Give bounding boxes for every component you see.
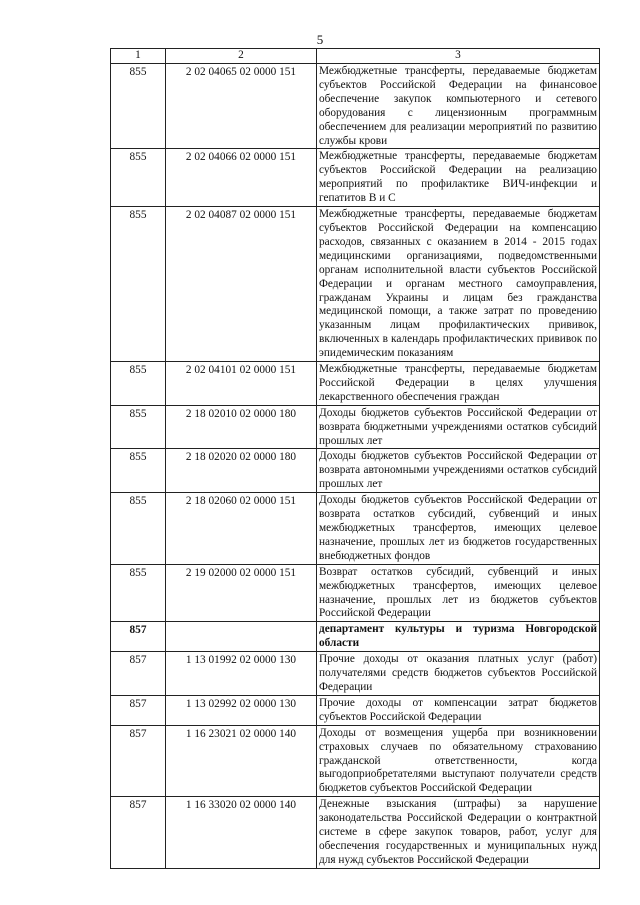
description-cell: департамент культуры и туризма Новгородской области: [317, 622, 600, 652]
description-cell: Межбюджетные трансферты, передаваемые бюджетам субъектов Российской Федерации на компенсацию расходов, связанных с оказанием в 2014 - 2015 годах медицинскими организациями, подведомственными органам исполнительной власти субъектов Российской Федерации и органам местного самоуправления, гражданам Украины и лицам без гражданства медицинской помощи, а также затрат по проведению указанным лицам профилактических прививок, включенных в календарь профилактических прививок по эпидемическим показаниям: [317, 207, 600, 362]
description-cell: Денежные взыскания (штрафы) за нарушение законодательства Российской Федерации о контрактной системе в сфере закупок товаров, работ, услуг для обеспечения государственных и муниципальных нужд для нужд субъектов Российской Федерации: [317, 797, 600, 869]
column-header: 3: [317, 49, 600, 64]
revenue-code-cell: 2 18 02060 02 0000 151: [166, 493, 317, 565]
description-cell: Прочие доходы от оказания платных услуг (работ) получателями средств бюджетов субъектов Российской Федерации: [317, 652, 600, 696]
table-row: [111, 149, 600, 207]
admin-code-cell: 857: [111, 695, 166, 725]
revenue-code-cell: 2 19 02000 02 0000 151: [166, 564, 317, 622]
table-row: [111, 64, 600, 149]
table-row: [111, 652, 600, 696]
revenue-code-cell: 2 18 02020 02 0000 180: [166, 449, 317, 493]
admin-code-cell: 855: [111, 449, 166, 493]
table-row: [111, 725, 600, 797]
column-header: 2: [166, 49, 317, 64]
column-header: 1: [111, 49, 166, 64]
table-row: [111, 797, 600, 869]
admin-code-cell: 855: [111, 149, 166, 207]
admin-code-cell: 857: [111, 622, 166, 652]
table-row: [111, 362, 600, 406]
description-cell: Межбюджетные трансферты, передаваемые бюджетам субъектов Российской Федерации на финансовое обеспечение закупок компьютерного и сетевого оборудования с лицензионным программным обеспечением для реализации мероприятий по развитию службы крови: [317, 64, 600, 149]
revenue-code-cell: 2 18 02010 02 0000 180: [166, 405, 317, 449]
description-cell: Доходы от возмещения ущерба при возникновении страховых случаев по обязательному страхованию гражданской ответственности, когда выгодоприобретателями выступают получатели средств бюджетов субъектов Российской Федерации: [317, 725, 600, 797]
revenue-code-cell: 1 13 02992 02 0000 130: [166, 695, 317, 725]
table-row: [111, 622, 600, 652]
table-row: [111, 695, 600, 725]
revenue-code-cell: [166, 622, 317, 652]
admin-code-cell: 855: [111, 64, 166, 149]
revenue-code-cell: 2 02 04101 02 0000 151: [166, 362, 317, 406]
revenue-code-cell: 1 13 01992 02 0000 130: [166, 652, 317, 696]
revenue-code-cell: 1 16 23021 02 0000 140: [166, 725, 317, 797]
table-row: [111, 449, 600, 493]
description-cell: Возврат остатков субсидий, субвенций и иных межбюджетных трансфертов, имеющих целевое назначение, прошлых лет из бюджетов субъектов Российской Федерации: [317, 564, 600, 622]
description-cell: Межбюджетные трансферты, передаваемые бюджетам субъектов Российской Федерации на реализацию мероприятий по профилактике ВИЧ-инфекции и гепатитов B и C: [317, 149, 600, 207]
description-cell: Межбюджетные трансферты, передаваемые бюджетам Российской Федерации в целях улучшения лекарственного обеспечения граждан: [317, 362, 600, 406]
admin-code-cell: 855: [111, 207, 166, 362]
description-cell: Доходы бюджетов субъектов Российской Федерации от возврата бюджетными учреждениями остатков субсидий прошлых лет: [317, 405, 600, 449]
description-cell: Доходы бюджетов субъектов Российской Федерации от возврата остатков субсидий, субвенций и иных межбюджетных трансфертов, имеющих целевое назначение, прошлых лет из бюджетов государственных внебюджетных фондов: [317, 493, 600, 565]
description-cell: Прочие доходы от компенсации затрат бюджетов субъектов Российской Федерации: [317, 695, 600, 725]
revenue-code-cell: 2 02 04066 02 0000 151: [166, 149, 317, 207]
revenue-code-cell: 1 16 33020 02 0000 140: [166, 797, 317, 869]
admin-code-cell: 855: [111, 405, 166, 449]
table-row: [111, 564, 600, 622]
table-row: [111, 207, 600, 362]
admin-code-cell: 857: [111, 652, 166, 696]
admin-code-cell: 855: [111, 564, 166, 622]
admin-code-cell: 857: [111, 797, 166, 869]
admin-code-cell: 855: [111, 362, 166, 406]
revenue-code-cell: 2 02 04065 02 0000 151: [166, 64, 317, 149]
description-cell: Доходы бюджетов субъектов Российской Федерации от возврата автономными учреждениями остатков субсидий прошлых лет: [317, 449, 600, 493]
admin-code-cell: 857: [111, 725, 166, 797]
admin-code-cell: 855: [111, 493, 166, 565]
table-row: [111, 405, 600, 449]
page-number: 5: [316, 32, 324, 47]
header-row: [111, 49, 600, 64]
revenue-code-cell: 2 02 04087 02 0000 151: [166, 207, 317, 362]
table-row: [111, 493, 600, 565]
revenue-codes-table: [110, 48, 600, 869]
